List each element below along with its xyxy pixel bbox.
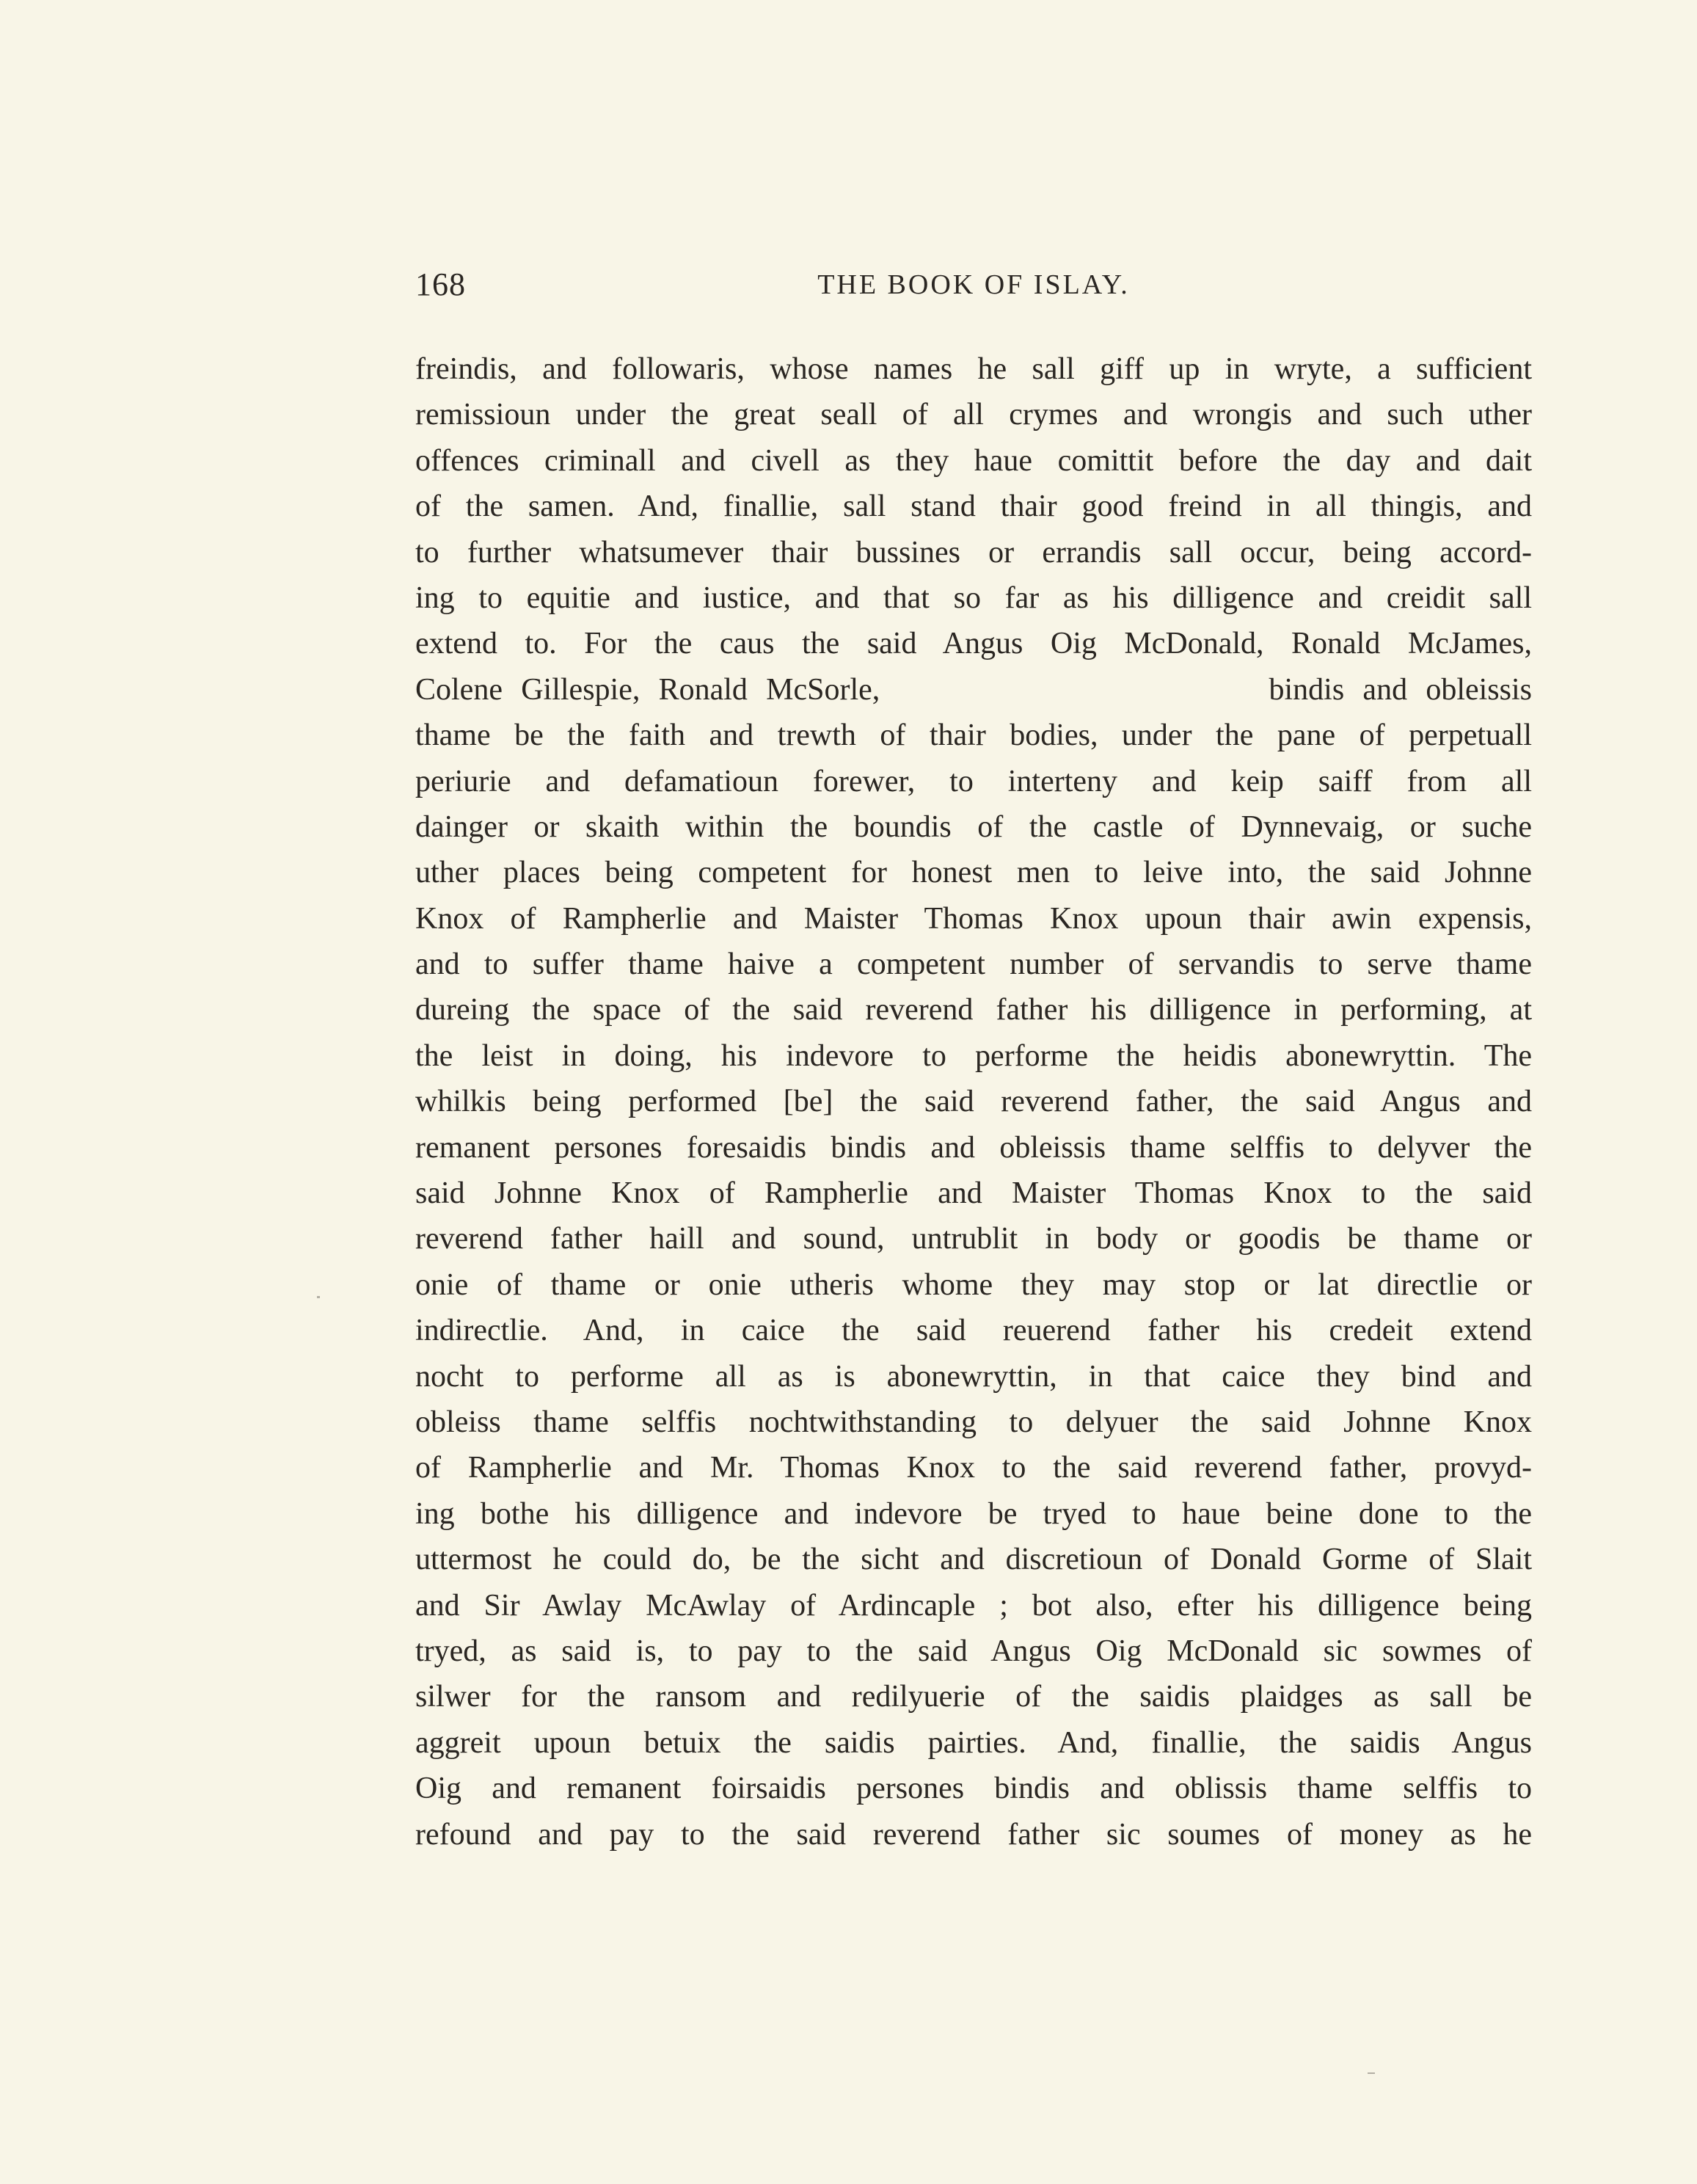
- text-line: thame be the faith and trewth of thair bodies, under the pane of perpetuall: [415, 718, 1532, 753]
- text-line: Oig and remanent foirsaidis persones bindis and oblissis thame selffis to: [415, 1772, 1532, 1806]
- text-line: silwer for the ransom and redilyuerie of the saidis plaidges as sall be: [415, 1680, 1532, 1714]
- margin-speck: [317, 1296, 320, 1298]
- text-line: dureing the space of the said reverend father his dilligence in performing, at: [415, 993, 1532, 1027]
- running-title: THE BOOK OF ISLAY.: [817, 269, 1130, 300]
- text-line: of Rampherlie and Mr. Thomas Knox to the said reverend father, provyd-: [415, 1451, 1532, 1485]
- text-line: uther places being competent for honest men to leive into, the said Johnne: [415, 856, 1532, 890]
- text-line: whilkis being performed [be] the said reverend father, the said Angus and: [415, 1085, 1532, 1119]
- text-line: offences criminall and civell as they haue comittit before the day and dait: [415, 443, 1532, 478]
- text-line: ing bothe his dilligence and indevore be tryed to haue beine done to the: [415, 1496, 1532, 1531]
- text-line: of the samen. And, finallie, sall stand thair good freind in all thingis, and: [415, 489, 1532, 524]
- text-line: refound and pay to the said reverend father sic soumes of money as he: [415, 1817, 1532, 1852]
- margin-speck: [1368, 2072, 1375, 2074]
- page-header: [415, 266, 1532, 310]
- text-line: remissioun under the great seall of all crymes and wrongis and such uther: [415, 398, 1532, 432]
- text-line: Knox of Rampherlie and Maister Thomas Knox upoun thair awin expensis,: [415, 901, 1532, 936]
- text-line: aggreit upoun betuix the saidis pairties. And, finallie, the saidis Angus: [415, 1725, 1532, 1760]
- text-line: said Johnne Knox of Rampherlie and Maister Thomas Knox to the said: [415, 1176, 1532, 1211]
- text-line: remanent persones foresaidis bindis and obleissis thame selffis to delyver the: [415, 1130, 1532, 1165]
- text-line: extend to. For the caus the said Angus Oig McDonald, Ronald McJames,: [415, 627, 1532, 661]
- text-line: tryed, as said is, to pay to the said Angus Oig McDonald sic sowmes of: [415, 1634, 1532, 1668]
- text-line: periurie and defamatioun forewer, to interteny and keip saiff from all: [415, 764, 1532, 798]
- text-line: ing to equitie and iustice, and that so far as his dilligence and creidit sall: [415, 580, 1532, 615]
- text-line: the leist in doing, his indevore to performe the heidis abonewryttin. The: [415, 1038, 1532, 1073]
- text-line: and to suffer thame haive a competent number of servandis to serve thame: [415, 947, 1532, 982]
- text-line: indirectlie. And, in caice the said reuerend father his credeit extend: [415, 1314, 1532, 1348]
- text-line: to further whatsumever thair bussines or errandis sall occur, being accord-: [415, 535, 1532, 569]
- text-line: uttermost he could do, be the sicht and discretioun of Donald Gorme of Slait: [415, 1543, 1532, 1577]
- text-line: dainger or skaith within the boundis of the castle of Dynnevaig, or suche: [415, 809, 1532, 844]
- text-line: Colene Gillespie, Ronald McSorle, bindis and obleissis: [415, 672, 1532, 707]
- text-line: obleiss thame selffis nochtwithstanding to delyuer the said Johnne Knox: [415, 1405, 1532, 1439]
- text-line: nocht to performe all as is abonewryttin, in that caice they bind and: [415, 1359, 1532, 1394]
- text-line: reverend father haill and sound, untrublit in body or goodis be thame or: [415, 1222, 1532, 1256]
- body-text: [415, 346, 1532, 1857]
- page-number: 168: [415, 266, 466, 302]
- text-line: and Sir Awlay McAwlay of Ardincaple ; bot also, efter his dilligence being: [415, 1588, 1532, 1623]
- text-line: onie of thame or onie utheris whome they may stop or lat directlie or: [415, 1267, 1532, 1302]
- text-line: freindis, and followaris, whose names he sall giff up in wryte, a sufficient: [415, 352, 1532, 386]
